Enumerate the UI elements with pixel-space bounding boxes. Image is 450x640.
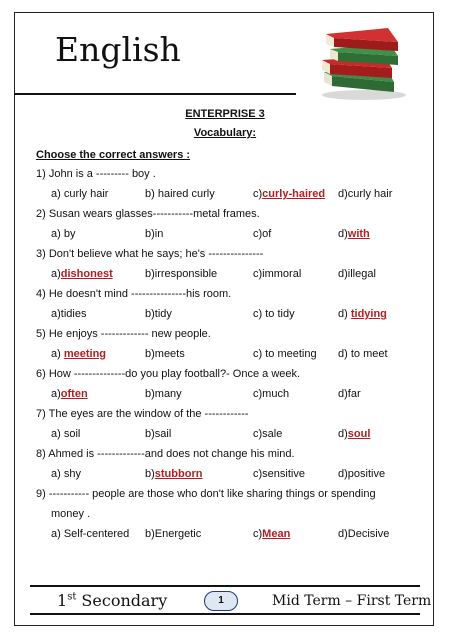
answer-option: c)much <box>253 388 290 400</box>
answer-option: b)meets <box>145 348 185 360</box>
unit-title: ENTERPRISE 3 <box>185 108 265 120</box>
answer-option: b) haired curly <box>145 188 215 200</box>
answer-option-correct: a)dishonest <box>51 268 113 280</box>
question-text: 4) He doesn't mind ---------------his room. <box>36 288 232 300</box>
answer-option: a) by <box>51 228 76 240</box>
question-text: 1) John is a --------- boy . <box>36 168 156 180</box>
answer-option: c)sensitive <box>253 468 305 480</box>
answer-option: b)tidy <box>145 308 172 320</box>
answer-option: c) to meeting <box>253 348 317 360</box>
term-label: Mid Term – First Term <box>272 593 432 609</box>
correct-answer-highlight: soul <box>347 428 371 440</box>
answer-option: b)irresponsible <box>145 268 218 280</box>
question-text: 3) Don't believe what he says; he's --------------- <box>36 248 264 260</box>
page-number: 1 <box>204 591 238 611</box>
correct-answer-highlight: often <box>60 388 88 400</box>
correct-answer-highlight: with <box>347 228 370 240</box>
answer-option: d)curly hair <box>338 188 393 200</box>
answer-option: d)Decisive <box>338 528 390 540</box>
answer-option: a) soil <box>51 428 81 440</box>
answer-option: b)many <box>145 388 182 400</box>
answer-option-correct: d) tidying <box>338 308 387 320</box>
answer-option-correct: c)Mean <box>253 528 291 540</box>
answer-option: c)immoral <box>253 268 302 280</box>
answer-option-correct: b)stubborn <box>145 468 203 480</box>
answer-option: a) curly hair <box>51 188 109 200</box>
question-text: 2) Susan wears glasses-----------metal frames. <box>36 208 260 220</box>
correct-answer-highlight: dishonest <box>60 268 113 280</box>
question-text-continued: money . <box>51 508 91 520</box>
answer-option-correct: c)curly-haired <box>253 188 326 200</box>
answer-option: d)far <box>338 388 361 400</box>
correct-answer-highlight: stubborn <box>154 468 203 480</box>
answer-option-correct: d)with <box>338 228 370 240</box>
question-text: 6) How --------------do you play football?- Once a week. <box>36 368 301 380</box>
answer-option-correct: a)often <box>51 388 88 400</box>
question-text: 7) The eyes are the window of the ------------ <box>36 408 249 420</box>
correct-answer-highlight: curly-haired <box>262 188 326 200</box>
answer-option: a)tidies <box>51 308 87 320</box>
page-title: English <box>55 30 181 69</box>
section-title: Vocabulary: <box>193 127 257 139</box>
answer-option: a) shy <box>51 468 81 480</box>
header-divider <box>14 93 296 95</box>
answer-option: b)in <box>145 228 164 240</box>
question-text: 5) He enjoys ------------- new people. <box>36 328 211 340</box>
grade-label: 1st Secondary <box>57 591 168 610</box>
answer-option: b)Energetic <box>145 528 202 540</box>
correct-answer-highlight: tidying <box>350 308 387 320</box>
stacked-books-icon <box>302 22 412 102</box>
answer-option: c)sale <box>253 428 283 440</box>
answer-option: c) to tidy <box>253 308 295 320</box>
answer-option: d) to meet <box>338 348 388 360</box>
footer-divider-bottom <box>30 613 420 615</box>
answer-option-correct: d)soul <box>338 428 371 440</box>
answer-option: d)positive <box>338 468 386 480</box>
answer-option: c)of <box>253 228 272 240</box>
footer-divider-top <box>30 585 420 587</box>
answer-option: b)sail <box>145 428 172 440</box>
answer-option-correct: a) meeting <box>51 348 107 360</box>
answer-option: d)illegal <box>338 268 376 280</box>
instruction: Choose the correct answers : <box>36 149 191 161</box>
correct-answer-highlight: Mean <box>262 528 291 540</box>
question-text: 8) Ahmed is -------------and does not change his mind. <box>36 448 295 460</box>
question-text: 9) ----------- people are those who don't like sharing things or spending <box>36 488 376 500</box>
correct-answer-highlight: meeting <box>63 348 107 360</box>
answer-option: a) Self-centered <box>51 528 130 540</box>
